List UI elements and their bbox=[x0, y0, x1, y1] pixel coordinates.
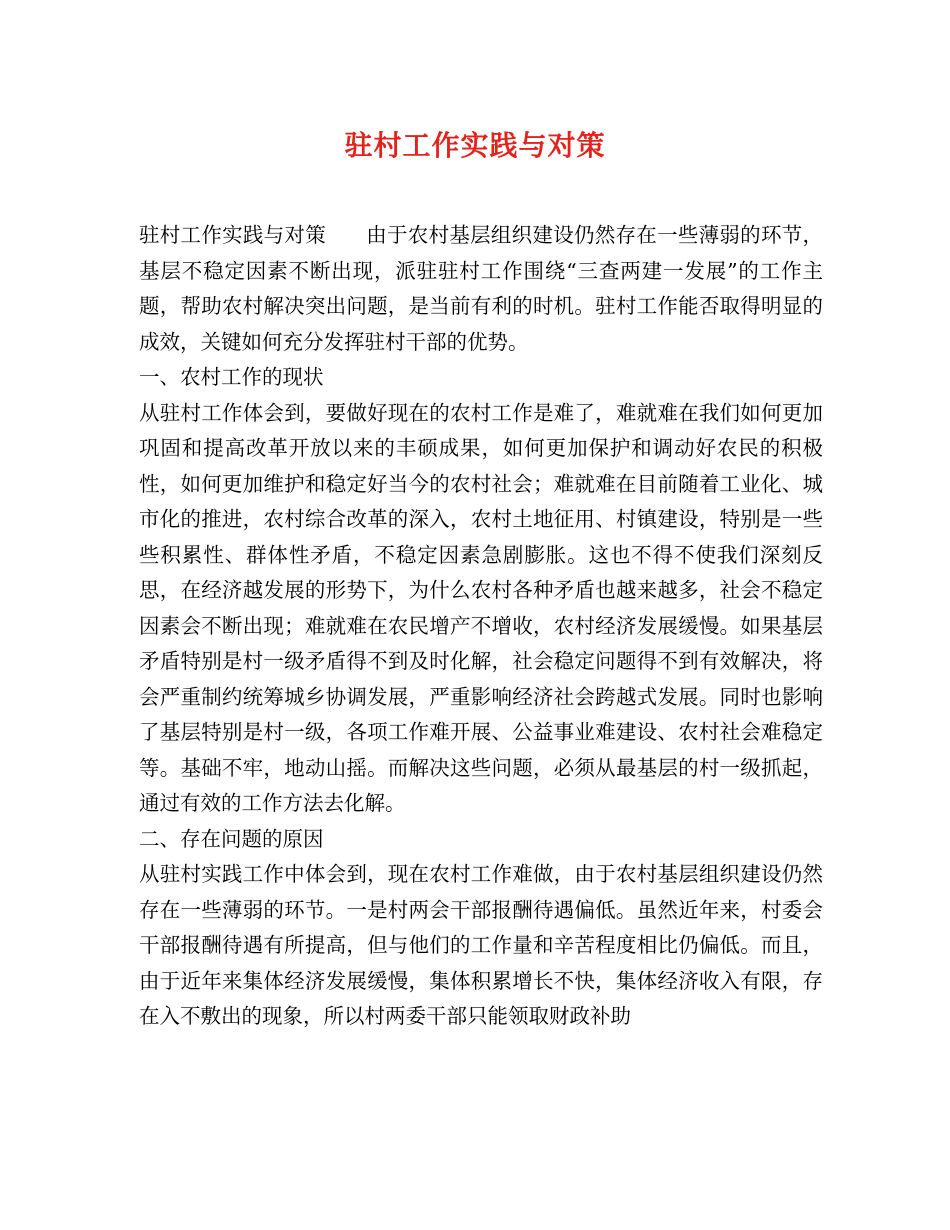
section-1-heading: 一、农村工作的现状 bbox=[139, 365, 324, 389]
section-2-paragraph: 从驻村实践工作中体会到，现在农村工作难做，由于农村基层组织建设仍然存在一些薄弱的环节。一是村两会干部报酬待遇偏低。虽然近年来，村委会干部报酬待遇有所提高，但与他们的工作量和辛苦程度相比仍偏低。而且，由于近年来集体经济发展缓慢，集体积累增长不快，集体经济收入有限，存在入不敷出的现象，所以村两委干部只能领取财政补助 bbox=[139, 862, 823, 1028]
intro-lead: 驻村工作实践与对策 bbox=[139, 223, 326, 247]
section-2-heading: 二、存在问题的原因 bbox=[139, 826, 324, 851]
document-body bbox=[139, 218, 823, 1035]
section-1-paragraph: 从驻村工作体会到，要做好现在的农村工作是难了，难就难在我们如何更加巩固和提高改革开放以来的丰硕成果，如何更加保护和调动好农民的积极性，如何更加维护和稳定好当今的农村社会；难就难在目前随着工业化、城市化的推进，农村综合改革的深入，农村土地征用、村镇建设，特别是一些些积累性、群体性矛盾，不稳定因素急剧膨胀。这也不得不使我们深刻反思，在经济越发展的形势下，为什么农村各种矛盾也越来越多，社会不稳定因素会不断出现；难就难在农民增产不增收，农村经济发展缓慢。如果基层矛盾特别是村一级矛盾得不到及时化解，社会稳定问题得不到有效解决，将会严重制约统筹城乡协调发展，严重影响经济社会跨越式发展。同时也影响了基层特别是村一级，各项工作难开展、公益事业难建设、农村社会难稳定等。基础不牢，地动山摇。而解决这些问题，必须从最基层的村一级抓起，通过有效的工作方法去化解。 bbox=[139, 400, 823, 815]
document-title: 驻村工作实践与对策 bbox=[344, 129, 606, 162]
intro-text: 由于农村基层组织建设仍然存在一些薄弱的环节，基层不稳定因素不断出现，派驻驻村工作围绕“三查两建一发展”的工作主题，帮助农村解决突出问题，是当前有利的时机。驻村工作能否取得明显的成效，关键如何充分发挥驻村干部的优势。 bbox=[139, 223, 823, 354]
intro-paragraph bbox=[139, 218, 823, 360]
